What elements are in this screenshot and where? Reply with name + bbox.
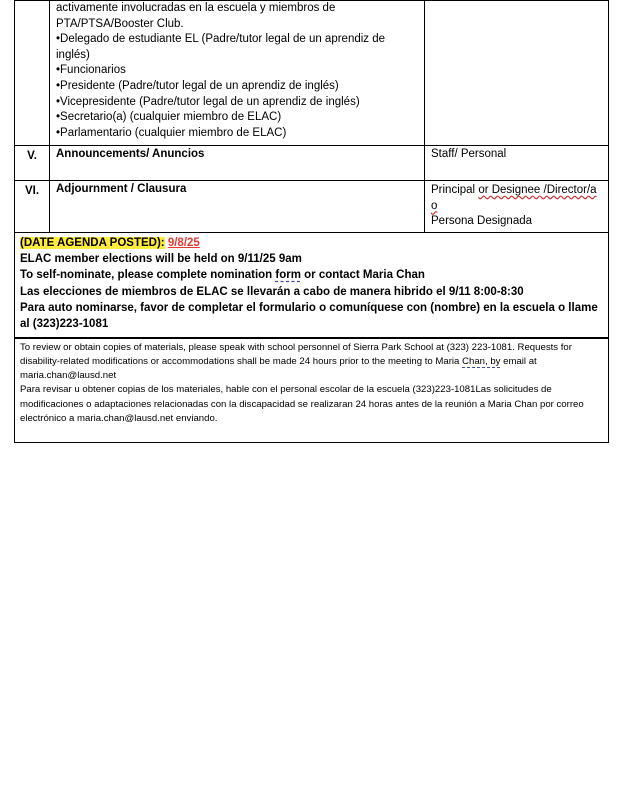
agenda-responsible-empty — [425, 1, 609, 146]
agenda-table — [14, 0, 609, 233]
footer-english-text: To review or obtain copies of materials, please speak with school personnel of Sierra Park School at (323) 223-1081. Requests for disability-related modifications or accommodations shall be made 24 hours prior to the meeting to Maria — [20, 341, 572, 367]
footer-spanish: Para revisar u obtener copias de los materiales, hable con el personal escolar de la escuela (323)223-1081Las solicitudes de modificaciones o adaptaciones relacionadas con la discapacidad se realizaran 24 horas antes de la reunión a Maria Chan por correo electrónico a maria.chan@lausd.net enviando. — [20, 384, 584, 425]
list-line: •Secretario(a) (cualquier miembro de ELAC) — [56, 111, 282, 124]
date-posted-colon: : — [160, 236, 165, 249]
responsible-designada: Persona Designada — [431, 215, 533, 228]
footer-english-name: Chan, by — [462, 355, 501, 367]
agenda-row-number: VI. — [15, 181, 50, 233]
nomination-form-word: form — [275, 269, 301, 282]
list-line: •Funcionarios — [56, 64, 126, 77]
date-posted-label: (DATE AGENDA POSTED) — [20, 236, 161, 249]
footer-english-email: email at maria.chan@lausd.net — [20, 355, 537, 382]
agenda-document — [14, 0, 609, 443]
elections-line-es: Las elecciones de miembros de ELAC se llevarán a cabo de manera hibrido el 9/11 8:00-8:30 — [20, 285, 524, 298]
self-nominate-line-en — [20, 267, 603, 283]
agenda-row-announcements — [15, 146, 609, 181]
list-line: inglés) — [56, 48, 90, 61]
agenda-row-adjournment — [15, 181, 609, 233]
agenda-responsible — [425, 181, 609, 233]
agenda-row-number: V. — [15, 146, 50, 181]
agenda-row-elections-continued — [15, 1, 609, 146]
agenda-row-number-empty — [15, 1, 50, 146]
self-nominate-text: To self-nominate, please complete nomination — [20, 269, 276, 282]
list-line: •Presidente (Padre/tutor legal de un aprendiz de inglés) — [56, 79, 339, 92]
list-line: •Delegado de estudiante EL (Padre/tutor legal de un aprendiz de — [56, 33, 386, 46]
agenda-item-title: Adjournment / Clausura — [50, 181, 425, 233]
self-nominate-line-es: Para auto nominarse, favor de completar el formulario o comuníquese con (nombre) en la escuela o llame al (323)223-1081 — [20, 301, 598, 331]
date-posted-line — [20, 235, 603, 251]
agenda-item-cell — [50, 1, 425, 146]
materials-footer — [14, 338, 609, 444]
list-line: PTA/PTSA/Booster Club. — [56, 17, 184, 30]
list-line: activamente involucradas en la escuela y miembros de — [56, 2, 336, 14]
agenda-responsible: Staff/ Personal — [425, 146, 609, 181]
agenda-item-title: Announcements/ Anuncios — [50, 146, 425, 181]
self-nominate-contact: or contact Maria Chan — [300, 269, 425, 282]
responsible-designee: or Designee /Director/a o — [431, 184, 597, 212]
footer-english — [20, 341, 603, 384]
responsible-principal: Principal — [431, 184, 476, 196]
officer-list — [56, 1, 418, 141]
date-posted-value: 9/8/25 — [167, 236, 200, 249]
elections-line-en: ELAC member elections will be held on 9/11/25 9am — [20, 253, 302, 266]
list-line: •Vicepresidente (Padre/tutor legal de un aprendiz de inglés) — [56, 95, 360, 108]
posting-notice — [14, 233, 609, 338]
list-line: •Parlamentario (cualquier miembro de ELAC) — [56, 126, 287, 139]
